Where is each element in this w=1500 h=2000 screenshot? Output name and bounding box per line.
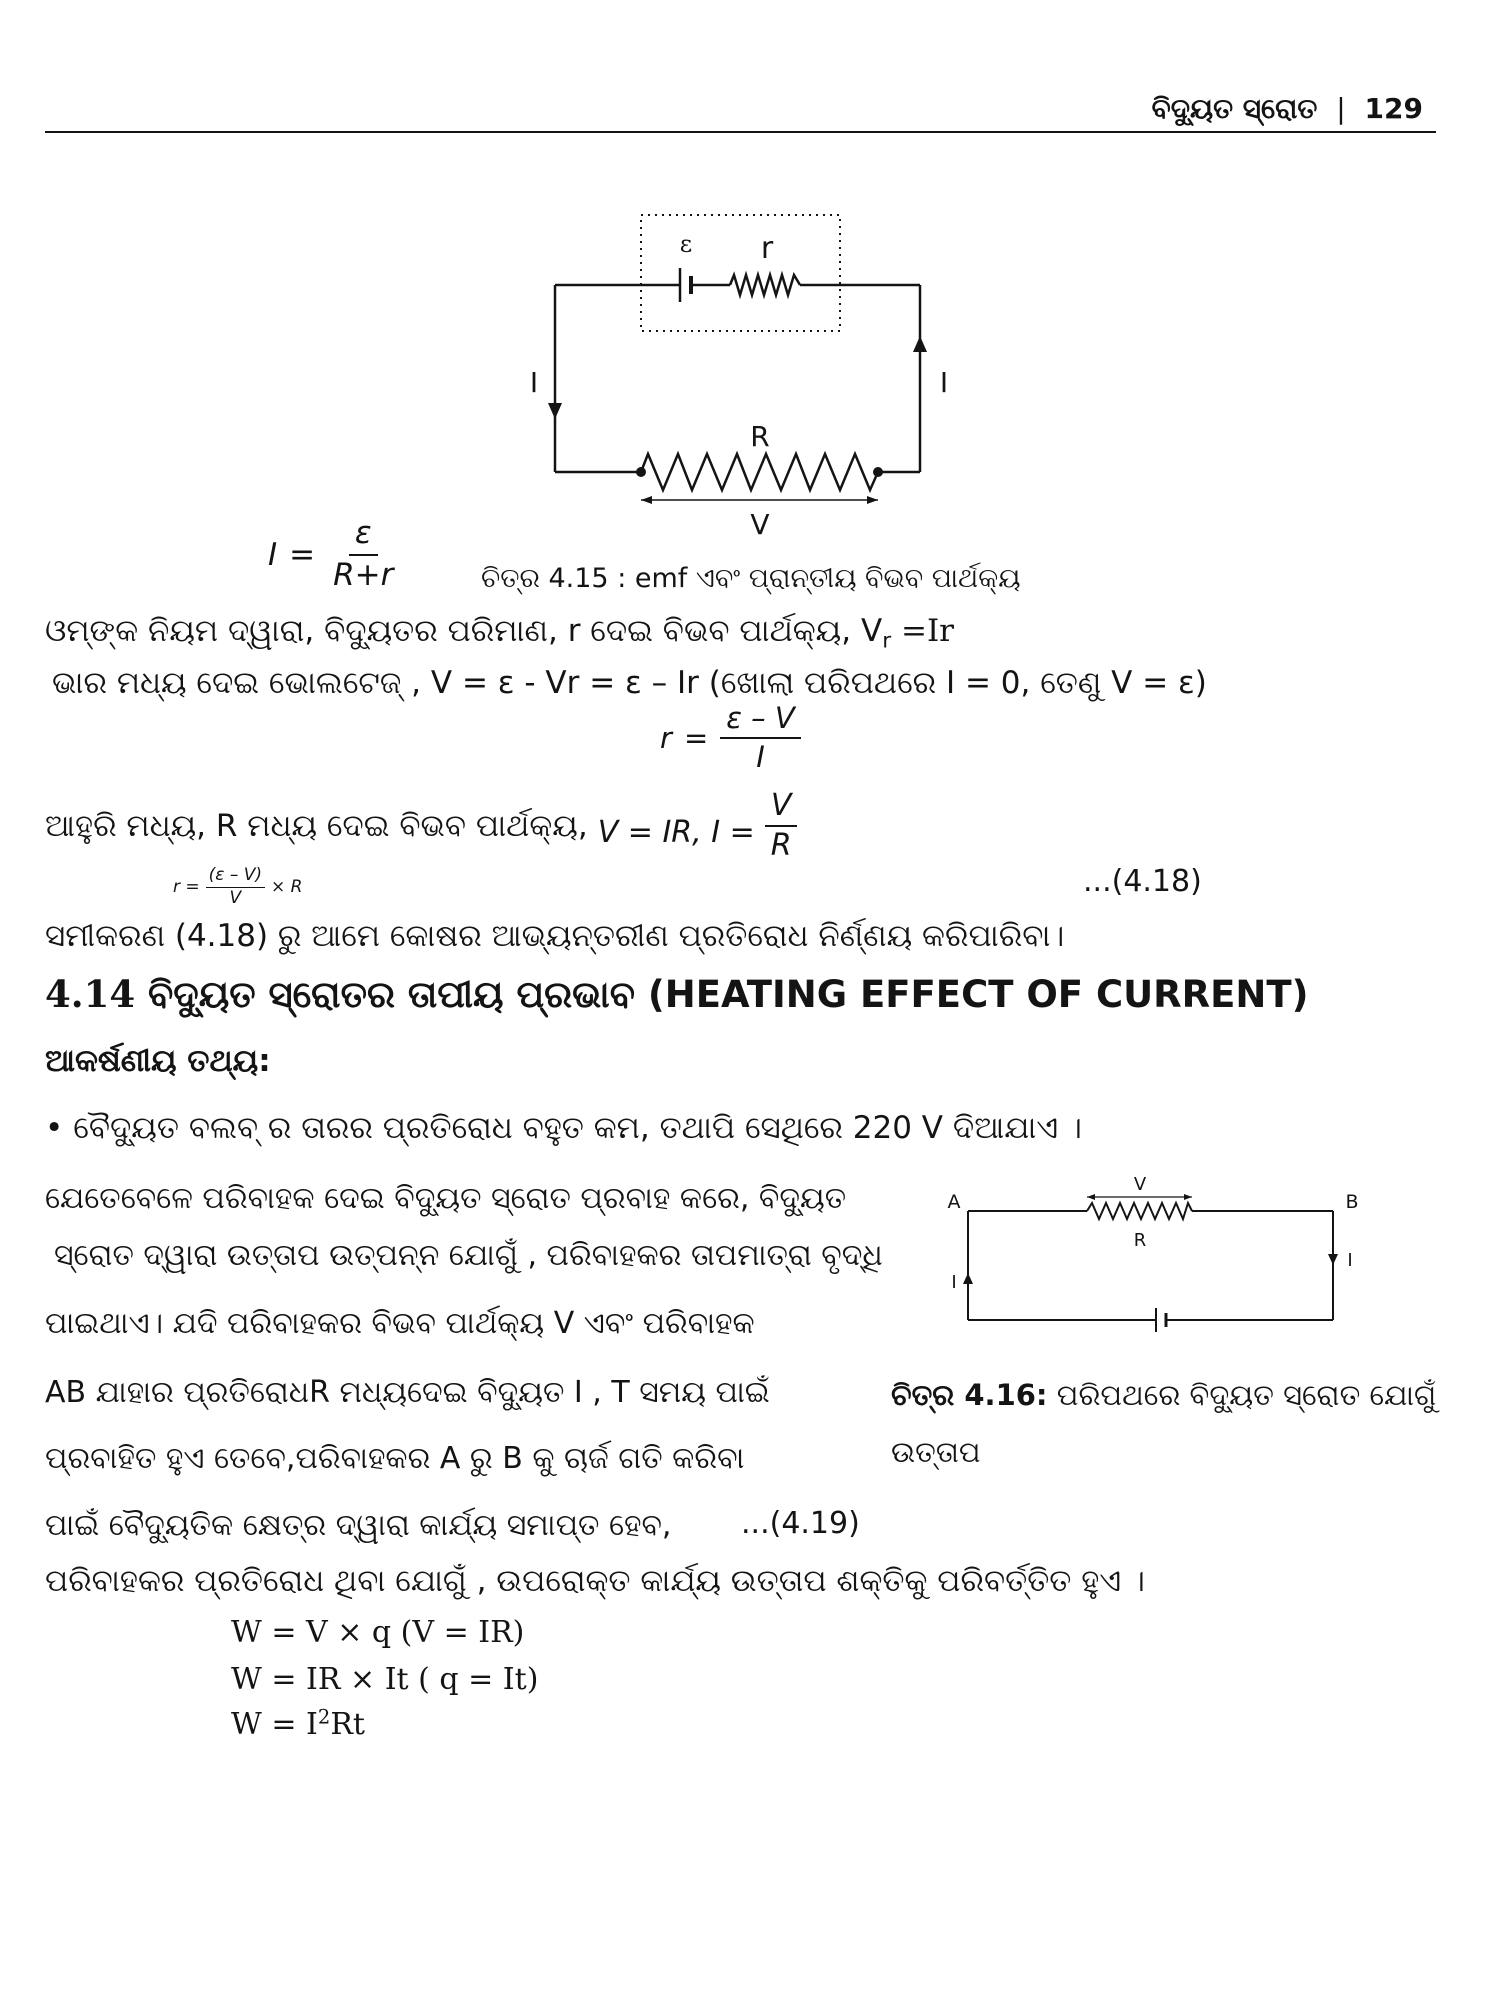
voltage-arrowhead-left-icon — [641, 496, 652, 504]
load-voltage-expression: V = IR, I = — [597, 814, 755, 850]
running-header — [1152, 90, 1423, 128]
page-number: 129 — [1364, 92, 1423, 125]
header-title: ବିଦ୍ୟୁତ ସ୍ରୋତ — [1151, 92, 1318, 125]
work-formula-3-exponent: 2 — [317, 1705, 331, 1729]
point-a-label: A — [947, 1191, 961, 1213]
paragraph-line: ପ୍ରବାହିତ ହୁଏ ତେବେ,ପରିବାହକର A ରୁ B କୁ ଚାର୍ଜ ଗତି କରିବା — [45, 1441, 745, 1476]
section-heading — [45, 970, 1309, 1019]
voltage-arrowhead-right-icon — [867, 496, 878, 504]
current-arrow-down-icon — [1328, 1254, 1338, 1265]
figure-4-16-caption-continuation: ଉତ୍ତାପ — [891, 1435, 981, 1469]
current-formula-lhs: I — [268, 536, 278, 573]
cell-boundary-dotted-box — [641, 215, 840, 331]
internal-resistance-formula-numerator: ε – V — [720, 702, 800, 739]
equation-4-19-number: ...(4.19) — [741, 1506, 860, 1541]
ohm-law-line — [45, 611, 955, 654]
equation-4-18-rhs: × R — [271, 877, 303, 898]
internal-resistance-formula-equals: = — [683, 721, 709, 756]
figure-4-16-circuit — [940, 1170, 1370, 1340]
load-resistor-zigzag — [641, 454, 878, 490]
section-title: ବିଦ୍ୟୁତ ସ୍ରୋତର ତାପୀୟ ପ୍ରଭାବ (HEATING EFFECT OF CURRENT) — [148, 973, 1309, 1016]
header-rule — [45, 131, 1436, 133]
current-arrow-up-icon — [963, 1273, 973, 1284]
resistance-label: R — [1133, 1230, 1147, 1251]
equation-4-18-number: ...(4.18) — [1083, 864, 1202, 899]
paragraph-line: AB ଯାହାର ପ୍ରତିରୋଧR ମଧ୍ୟଦେଇ ବିଦ୍ୟୁତ I , T ସମୟ ପାଇଁ — [45, 1375, 770, 1410]
ohm-law-suffix: =Ir — [891, 613, 955, 649]
internal-resistance-formula-denominator: I — [756, 740, 765, 775]
work-formula-line-1: W = V × q (V = IR) — [231, 1615, 525, 1650]
current-arrow-up-icon — [913, 336, 927, 352]
voltage-arrowhead-left-icon — [1087, 1194, 1095, 1200]
current-arrow-down-icon — [548, 403, 562, 419]
paragraph-line: ଯେତେବେଳେ ପରିବାହକ ଦେଇ ବିଦ୍ୟୁତ ସ୍ରୋତ ପ୍ରବାହ କରେ, ବିଦ୍ୟୁତ — [45, 1181, 847, 1216]
heat-conversion-line: ପରିବାହକର ପ୍ରତିରୋଧ ଥିବା ଯୋଗୁଁ , ଉପରୋକ୍ତ କାର୍ଯ୍ୟ ଉତ୍ତାପ ଶକ୍ତିକୁ ପରିବର୍ତ୍ତିତ ହୁଏ । — [45, 1563, 1145, 1599]
equation-note-line: ସମୀକରଣ (4.18) ରୁ ଆମେ କୋଷର ଆଭ୍ୟନ୍ତରୀଣ ପ୍ରତିରୋଧ ନିର୍ଣ୍ଣୟ କରିପାରିବା। — [45, 918, 1065, 954]
ohm-law-text: ଓମ୍‌ଙ୍କ ନିୟମ ଦ୍ୱାରା, ବିଦ୍ୟୁତର ପରିମାଣ, r ଦେଇ ବିଭବ ପାର୍ଥକ୍ୟ, V — [45, 613, 883, 649]
emf-label: ε — [679, 230, 693, 258]
load-current-numerator: V — [765, 789, 798, 828]
work-formula-line-2: W = IR × It ( q = It) — [231, 1662, 539, 1697]
internal-resistance-formula — [660, 702, 801, 775]
terminal-voltage-line: ଭାର ମଧ୍ୟ ଦେଇ ଭୋଲଟେଜ୍ , V = ε - Vr = ε – Ir (ଖୋଲା ପରିପଥରେ I = 0, ତେଣୁ V = ε) — [52, 665, 1207, 701]
figure-4-16-caption-text: ପରିପଥରେ ବିଦ୍ୟୁତ ସ୍ରୋତ ଯୋଗୁଁ — [1056, 1378, 1437, 1412]
voltage-label: V — [1133, 1174, 1147, 1195]
resistor-terminal-dot-right — [873, 467, 883, 477]
current-formula — [268, 516, 399, 593]
equation-4-18-numerator: (ε – V) — [206, 866, 265, 888]
current-formula-equals: = — [289, 536, 316, 573]
load-current-fraction — [765, 789, 798, 864]
figure-4-15-caption: ଚିତ୍ର 4.15 : emf ଏବଂ ପ୍ରାନ୍ତୀୟ ବିଭବ ପାର୍ଥକ୍ୟ — [481, 563, 1021, 594]
bullet-text: ବୈଦ୍ୟୁତ ବଲବ୍ ର ତାରର ପ୍ରତିରୋଧ ବହୁତ କମ, ତଥାପି ସେଥିରେ 220 V ଦିଆଯାଏ । — [73, 1110, 1082, 1146]
resistor-terminal-dot-left — [636, 467, 646, 477]
current-label-right: I — [1347, 1250, 1353, 1271]
paragraph-line: ସ୍ରୋତ ଦ୍ୱାରା ଉତ୍ତାପ ଉତ୍ପନ୍ନ ଯୋଗୁଁ , ପରିବାହକର ତାପମାତ୍ରା ବୃଦ୍ଧି — [54, 1238, 883, 1273]
internal-resistance-label: r — [760, 231, 774, 266]
load-voltage-text: ଆହୁରି ମଧ୍ୟ, R ମଧ୍ୟ ଦେଇ ବିଭବ ପାର୍ଥକ୍ୟ, — [45, 808, 588, 844]
figure-4-15-circuit — [520, 200, 970, 540]
load-current-denominator: R — [770, 828, 792, 863]
interesting-facts-subheading: ଆକର୍ଷଣୀୟ ତଥ୍ୟ: — [45, 1043, 271, 1079]
figure-4-16-caption-prefix: ଚିତ୍ର 4.16: — [891, 1378, 1048, 1412]
internal-resistance-formula-fraction — [720, 702, 800, 775]
work-formula-3-suffix: Rt — [330, 1707, 365, 1742]
paragraph-line: ପାଇଁ ବୈଦ୍ୟୁତିକ କ୍ଷେତ୍ର ଦ୍ୱାରା କାର୍ଯ୍ୟ ସମାପ୍ତ ହେବ, — [45, 1508, 672, 1543]
paragraph-line: ପାଇଥାଏ। ଯଦି ପରିବାହକର ବିଭବ ପାର୍ଥକ୍ୟ V ଏବଂ ପରିବାହକ — [45, 1306, 755, 1341]
equation-4-18 — [173, 866, 303, 908]
terminal-voltage-label: V — [750, 508, 770, 540]
internal-resistor-zigzag — [730, 275, 800, 295]
conductor-resistor-zigzag — [1087, 1203, 1192, 1219]
fact-bullet — [45, 1108, 1082, 1148]
voltage-arrowhead-right-icon — [1184, 1194, 1192, 1200]
current-formula-fraction — [327, 516, 399, 593]
bullet-marker: • — [45, 1110, 64, 1146]
header-separator: | — [1336, 92, 1346, 125]
internal-resistance-formula-lhs: r — [660, 721, 672, 756]
equation-4-18-lhs: r = — [173, 877, 200, 898]
current-label-left: I — [951, 1272, 957, 1293]
figure-4-16-caption — [891, 1375, 1436, 1415]
work-formula-line-3 — [231, 1705, 365, 1745]
equation-4-18-denominator: V — [229, 887, 242, 908]
equation-4-18-fraction — [206, 866, 265, 908]
load-resistance-label: R — [750, 420, 770, 453]
load-voltage-line — [45, 788, 798, 864]
current-label-left: I — [529, 366, 539, 399]
current-label-right: I — [939, 366, 949, 399]
section-number: 4.14 — [45, 972, 136, 1016]
current-formula-numerator: ε — [349, 516, 378, 556]
point-b-label: B — [1345, 1191, 1359, 1213]
current-formula-denominator: R+r — [333, 556, 394, 593]
ohm-law-subscript: r — [882, 628, 892, 654]
work-formula-3-prefix: W = I — [231, 1707, 318, 1742]
